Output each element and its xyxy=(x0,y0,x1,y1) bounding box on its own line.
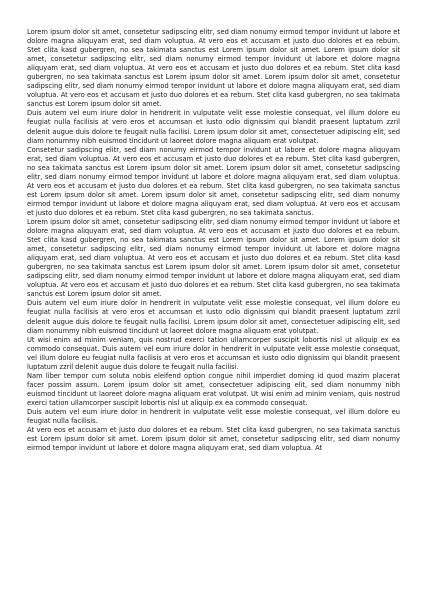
paragraph-8: Duis autem vel eum iriure dolor in hendrerit in vulputate velit esse molestie consequat, vel illum dolore eu feugiat nulla facilisis. xyxy=(27,407,400,426)
paragraph-1: Lorem ipsum dolor sit amet, consetetur sadipscing elitr, sed diam nonumy eirmod tempor invidunt ut labore et dolore magna aliquyam erat, sed diam voluptua. At vero eos et accusam et justo duo dolores et ea rebum. Stet clita kasd gubergren, no sea takimata sanctus est Lorem ipsum dolor sit amet. Lorem ipsum dolor sit amet, consetetur sadipscing elitr, sed diam nonumy eirmod tempor invidunt ut labore et dolore magna aliquyam erat, sed diam voluptua. At vero eos et accusam et justo duo dolores et ea rebum. Stet clita kasd gubergren, no sea takimata sanctus est Lorem ipsum dolor sit amet. Lorem ipsum dolor sit amet, consetetur sadipscing elitr, sed diam nonumy eirmod tempor invidunt ut labore et dolore magna aliquyam erat, sed diam voluptua. At vero eos et accusam et justo duo dolores et ea rebum. Stet clita kasd gubergren, no sea takimata sanctus est Lorem ipsum dolor sit amet. xyxy=(27,28,400,109)
paragraph-2: Duis autem vel eum iriure dolor in hendrerit in vulputate velit esse molestie consequat, vel illum dolore eu feugiat nulla facilisis at vero eros et accumsan et iusto odio dignissim qui blandit praesent luptatum zzril delenit augue duis dolore te feugait nulla facilisi. Lorem ipsum dolor sit amet, consectetuer adipiscing elit, sed diam nonummy nibh euismod tincidunt ut laoreet dolore magna aliquam erat volutpat. xyxy=(27,109,400,145)
paragraph-3: Consetetur sadipscing elitr, sed diam nonumy eirmod tempor invidunt ut labore et dolore magna aliquyam erat, sed diam voluptua. At vero eos et accusam et justo duo dolores et ea rebum. Stet clita kasd gubergren, no sea takimata sanctus est Lorem ipsum dolor sit amet. Lorem ipsum dolor sit amet, consetetur sadipscing elitr, sed diam nonumy eirmod tempor invidunt ut labore et dolore magna aliquyam erat, sed diam voluptua. At vero eos et accusam et justo duo dolores et ea rebum. Stet clita kasd gubergren, no sea takimata sanctus est Lorem ipsum dolor sit amet. Lorem ipsum dolor sit amet, consetetur sadipscing elitr, sed diam nonumy eirmod tempor invidunt ut labore et dolore magna aliquyam erat, sed diam voluptua. At vero eos et accusam et justo duo dolores et ea rebum. Stet clita kasd gubergren, no sea takimata sanctus. xyxy=(27,145,400,217)
paragraph-5: Duis autem vel eum iriure dolor in hendrerit in vulputate velit esse molestie consequat, vel illum dolore eu feugiat nulla facilisis at vero eros et accumsan et iusto odio dignissim qui blandit praesent luptatum zzril delenit augue duis dolore te feugait nulla facilisi. Lorem ipsum dolor sit amet, consectetuer adipiscing elit, sed diam nonummy nibh euismod tincidunt ut laoreet dolore magna aliquam erat volutpat. xyxy=(27,299,400,335)
paragraph-7: Nam liber tempor cum soluta nobis eleifend option congue nihil imperdiet doming id quod mazim placerat facer possim assum. Lorem ipsum dolor sit amet, consectetuer adipiscing elit, sed diam nonummy nibh euismod tincidunt ut laoreet dolore magna aliquam erat volutpat. Ut wisi enim ad minim veniam, quis nostrud exerci tation ullamcorper suscipit lobortis nisl ut aliquip ex ea commodo consequat. xyxy=(27,371,400,407)
paragraph-9: At vero eos et accusam et justo duo dolores et ea rebum. Stet clita kasd gubergren, no sea takimata sanctus est Lorem ipsum dolor sit amet. Lorem ipsum dolor sit amet, consetetur sadipscing elitr, sed diam nonumy eirmod tempor invidunt ut labore et dolore magna aliquyam erat, sed diam voluptua. At xyxy=(27,426,400,453)
paragraph-6: Ut wisi enim ad minim veniam, quis nostrud exerci tation ullamcorper suscipit lobortis nisl ut aliquip ex ea commodo consequat. Duis autem vel eum iriure dolor in hendrerit in vulputate velit esse molestie consequat, vel illum dolore eu feugiat nulla facilisis at vero eros et accumsan et iusto odio dignissim qui blandit praesent luptatum zzril delenit augue duis dolore te feugait nulla facilisi. xyxy=(27,335,400,371)
paragraph-4: Lorem ipsum dolor sit amet, consetetur sadipscing elitr, sed diam nonumy eirmod tempor invidunt ut labore et dolore magna aliquyam erat, sed diam voluptua. At vero eos et accusam et justo duo dolores et ea rebum. Stet clita kasd gubergren, no sea takimata sanctus est Lorem ipsum dolor sit amet. Lorem ipsum dolor sit amet, consetetur sadipscing elitr, sed diam nonumy eirmod tempor invidunt ut labore et dolore magna aliquyam erat, sed diam voluptua. At vero eos et accusam et justo duo dolores et ea rebum. Stet clita kasd gubergren, no sea takimata sanctus est Lorem ipsum dolor sit amet. Lorem ipsum dolor sit amet, consetetur sadipscing elitr, sed diam nonumy eirmod tempor invidunt ut labore et dolore magna aliquyam erat, sed diam voluptua. At vero eos et accusam et justo duo dolores et ea rebum. Stet clita kasd gubergren, no sea takimata sanctus est Lorem ipsum dolor sit amet. xyxy=(27,217,400,299)
